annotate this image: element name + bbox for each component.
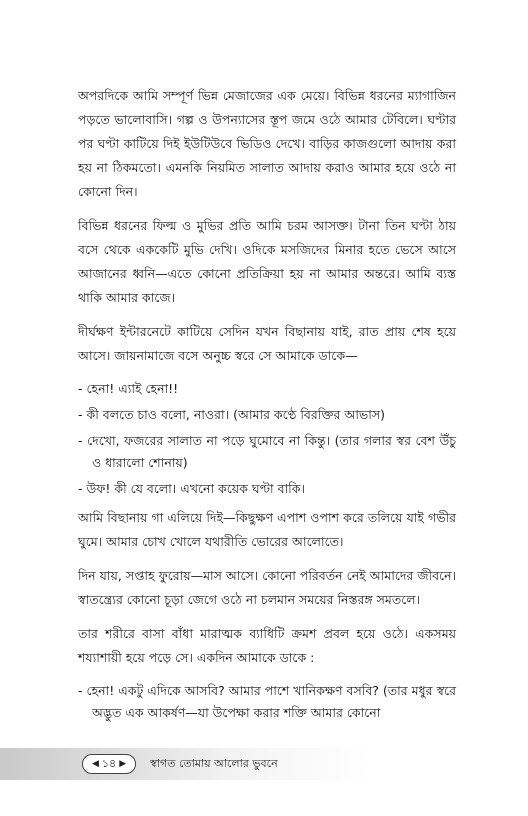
paragraph: দীর্ঘক্ষণ ইন্টারনেটে কাটিয়ে সেদিন যখন বিছানায় যাই, রাত প্রায় শেষ হয়ে আসে। জায়নামাজে বসে অনুচ্চ স্বরে সে আমাকে ডাকে— <box>78 324 456 363</box>
paragraph: তার শরীরে বাসা বাঁধা মারাত্মক ব্যাধিটি ক্রমশ প্রবল হয়ে ওঠে। একসময় শয্যাশায়ী হয়ে পড়ে সে। একদিন আমাকে ডাকে : <box>78 626 456 665</box>
paragraph: দিন যায়, সপ্তাহ ফুরোয়—মাস আসে। কোনো পরিবর্তন নেই আমাদের জীবনে। স্বাতন্ত্র্যের কোনো চূড়া জেগে ওঠে না চলমান সময়ের নিস্তরঙ্গ সমতলে। <box>78 568 456 607</box>
dialog-line: - হেনা! এ্যাই হেনা!! <box>78 381 179 396</box>
page-footer <box>82 754 278 774</box>
page-body <box>78 84 456 730</box>
paragraph: অপরদিকে আমি সম্পূর্ণ ভিন্ন মেজাজের এক মেয়ে। বিভিন্ন ধরনের ম্যাগাজিন পড়তে ভালোবাসি। গল্প ও উপন্যাসের স্তূপ জমে ওঠে আমার টেবিলে। ঘণ্টার পর ঘণ্টা কাটিয়ে দিই ইউটিউবে ভিডিও দেখে। বাড়ির কাজগুলো আদায় করা হয় না ঠিকমতো। এমনকি নিয়মিত সালাত আদায় করাও আমার হয়ে ওঠে না কোনো দিন। <box>78 88 456 199</box>
paragraph: বিভিন্ন ধরনের ফিল্ম ও মুভির প্রতি আমি চরম আসক্ত। টানা তিন ঘণ্টা ঠায় বসে থেকে এককেটি মুভি দেখি। ওদিকে মসজিদের মিনার হতে ভেসে আসে আজানের ধ্বনি—এতে কোনো প্রতিক্রিয়া হয় না আমার অন্তরে। আমি ব্যস্ত থাকি আমার কাজে। <box>78 218 456 305</box>
paragraph: আমি বিছানায় গা এলিয়ে দিই—কিছুক্ষণ এপাশ ওপাশ করে তলিয়ে যাই গভীর ঘুমে। আমার চোখ খোলে যথারীতি ভোরের আলোতে। <box>78 510 456 549</box>
book-title: স্বাগত তোমায় আলোর ভুবনে <box>150 756 278 770</box>
dialog-line: - হেনা! একটু এদিকে আসবি? আমার পাশে খানিকক্ষণ বসবি? (তার মধুর স্বরে অদ্ভুত এক আকর্ষণ—যা উপেক্ষা করার শক্তি আমার কোনো <box>78 683 456 720</box>
left-arrow-icon: ◀ <box>92 759 99 769</box>
dialog-line: - কী বলতে চাও বলো, নাওরা। (আমার কণ্ঠে বিরক্তির আভাস) <box>78 407 385 422</box>
right-arrow-icon: ▶ <box>119 759 127 769</box>
dialog-block <box>78 680 456 724</box>
dialog-line: - উফ! কী যে বলো। এখনো কয়েক ঘণ্টা বাকি। <box>78 481 305 496</box>
dialog-block <box>78 378 456 500</box>
dialog-line: - দেখো, ফজরের সালাত না পড়ে ঘুমোবে না কিন্তু। (তার গলার স্বর বেশ উঁচু ও ধারালো শোনায়) <box>78 433 456 470</box>
page-number-badge <box>82 754 136 774</box>
page-number: ১৪ <box>101 756 117 770</box>
